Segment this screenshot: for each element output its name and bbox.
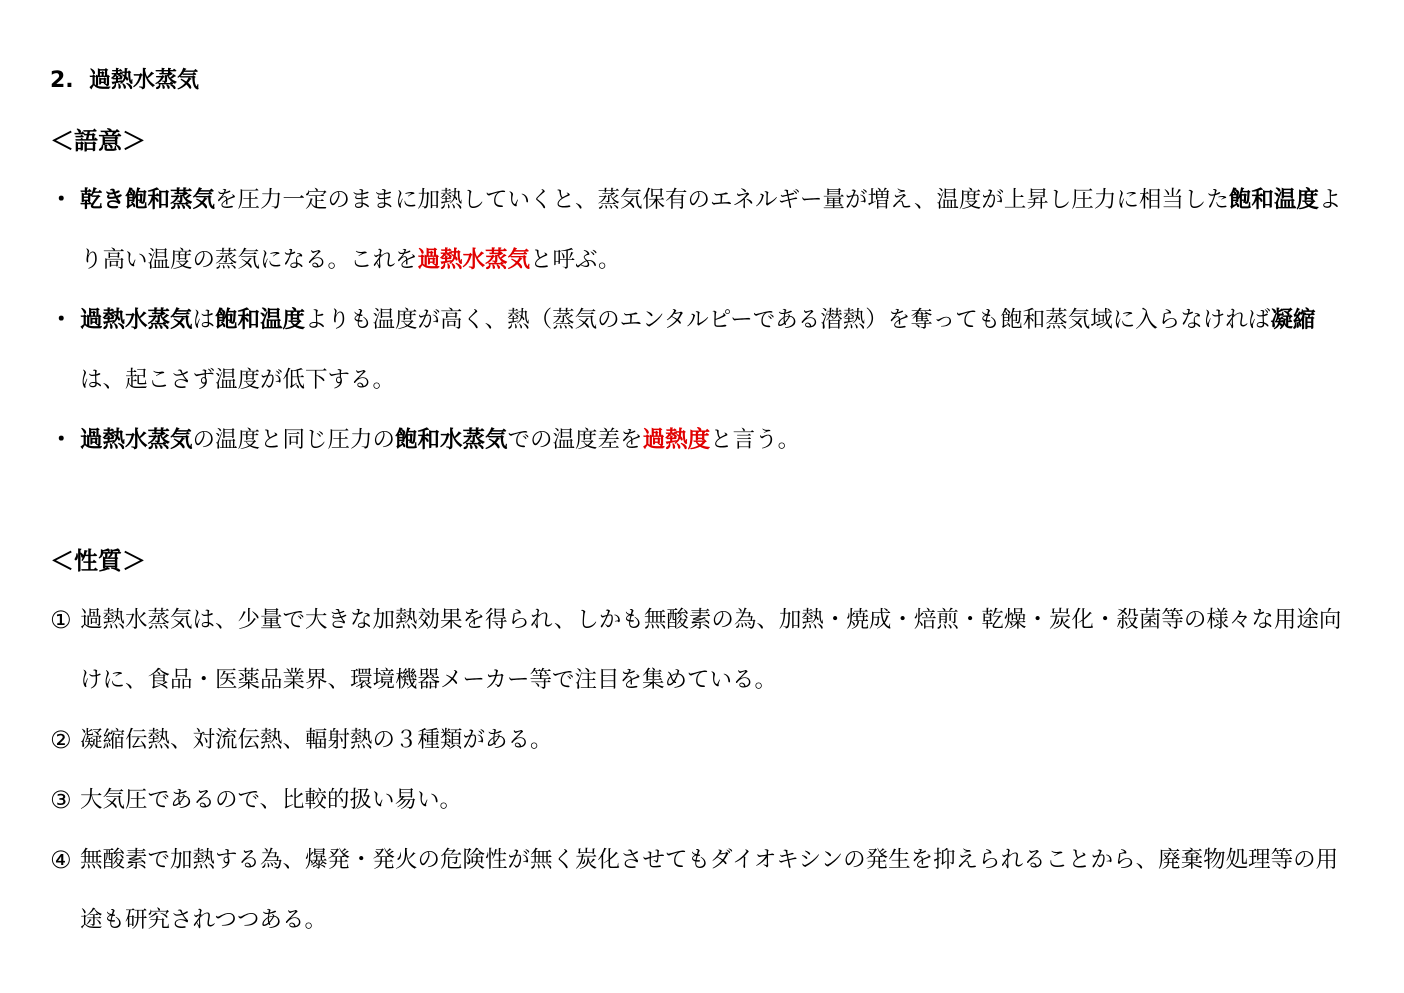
term-superheated-steam-highlight: 過熱水蒸気 xyxy=(417,247,531,273)
property-item-2 xyxy=(50,710,1360,770)
text-segment: は xyxy=(192,307,216,333)
meaning-title: ＜語意＞ xyxy=(50,127,146,155)
term-saturation-temperature: 飽和温度 xyxy=(215,307,306,333)
meaning-item-text xyxy=(80,170,1360,290)
circled-number-marker: ③ xyxy=(50,786,72,814)
text-segment: を圧力一定のままに加熱していくと、蒸気保有のエネルギー量が増え、温度が上昇し圧力に相当した xyxy=(215,187,1229,213)
circled-number-marker: ④ xyxy=(50,846,72,874)
text-segment: は、起こさず温度が低下する。 xyxy=(80,367,396,393)
text-segment: よりも温度が高く、熱（蒸気のエンタルピーである潜熱）を奪っても飽和蒸気域に入らなければ xyxy=(305,307,1271,333)
term-dry-saturated-steam: 乾き飽和蒸気 xyxy=(80,187,216,213)
circled-number-marker: ② xyxy=(50,726,72,754)
property-item-text: 凝縮伝熱、対流伝熱、輻射熱の３種類がある。 xyxy=(80,727,553,753)
term-saturation-temperature: 飽和温度 xyxy=(1228,187,1319,213)
text-segment: の温度と同じ圧力の xyxy=(192,427,396,453)
property-item-1 xyxy=(50,590,1360,710)
meaning-item-text xyxy=(80,290,1360,410)
meaning-item-2 xyxy=(50,290,1360,410)
text-segment: での温度差を xyxy=(507,427,643,453)
heading-number: 2. xyxy=(50,68,74,93)
bullet-marker: ・ xyxy=(50,187,73,213)
circled-number-marker: ① xyxy=(50,606,72,634)
property-item-4 xyxy=(50,830,1360,950)
property-item-text: 過熱水蒸気は、少量で大きな加熱効果を得られ、しかも無酸素の為、加熱・焼成・焙煎・乾燥・炭化・殺菌等の様々な用途向けに、食品・医薬品業界、環境機器メーカー等で注目を集めている。 xyxy=(80,607,1342,693)
term-condensation: 凝縮 xyxy=(1270,307,1316,333)
bullet-marker: ・ xyxy=(50,307,73,333)
heading-title: 過熱水蒸気 xyxy=(89,68,200,93)
property-item-text: 大気圧であるので、比較的扱い易い。 xyxy=(80,787,463,813)
meaning-item-3 xyxy=(50,410,1360,470)
term-superheated-steam: 過熱水蒸気 xyxy=(80,427,193,453)
text-segment: より高い温度の蒸気になる。これを xyxy=(80,187,1342,273)
term-saturated-steam: 飽和水蒸気 xyxy=(395,427,508,453)
text-segment: と呼ぶ。 xyxy=(530,247,621,273)
term-degree-of-superheat-highlight: 過熱度 xyxy=(642,427,711,453)
term-superheated-steam: 過熱水蒸気 xyxy=(80,307,193,333)
text-segment: と言う。 xyxy=(710,427,801,453)
properties-title: ＜性質＞ xyxy=(50,547,146,575)
section-heading xyxy=(50,64,199,98)
property-item-3 xyxy=(50,770,1360,830)
meaning-item-1 xyxy=(50,170,1360,290)
property-item-text: 無酸素で加熱する為、爆発・発火の危険性が無く炭化させてもダイオキシンの発生を抑えられることから、廃棄物処理等の用途も研究されつつある。 xyxy=(80,847,1339,933)
bullet-marker: ・ xyxy=(50,427,73,453)
meaning-item-text xyxy=(80,410,1360,470)
